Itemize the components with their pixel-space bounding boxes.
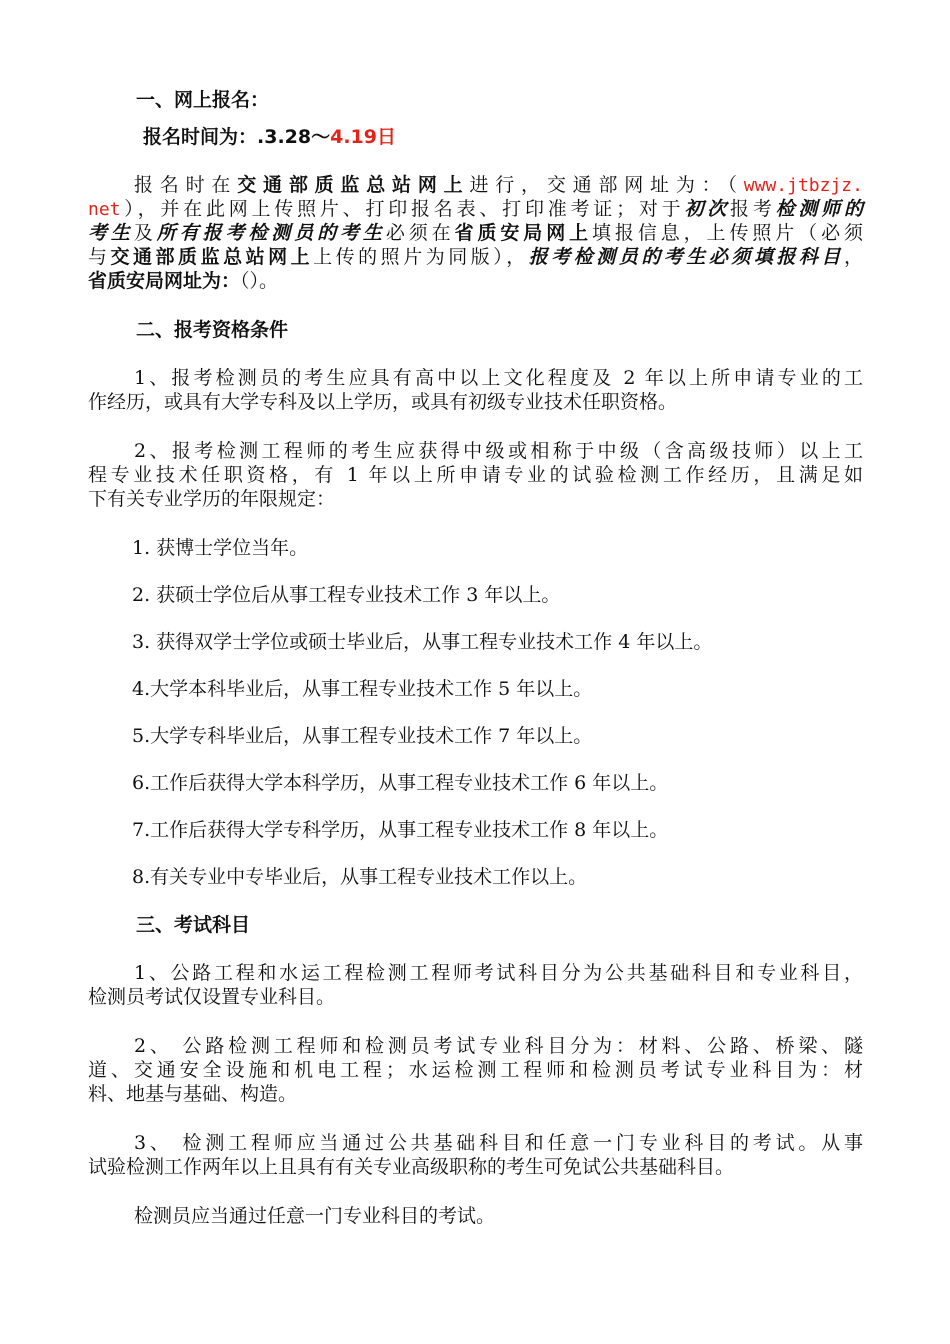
section1-para-line4 [88,245,863,269]
bold-italic-text: 初次 [684,198,731,220]
section1-para-line1 [134,173,863,198]
section3-p2-line3: 料、地基与基础、构造。 [88,1083,298,1105]
website-link-part2[interactable]: net [88,199,121,220]
list-item: 3. 获得双学士学位或硕士毕业后，从事工程专业技术工作 4 年以上。 [132,631,713,653]
section3-p2-line1: 2、 公路检测工程师和检测员考试专业科目分为：材料、公路、桥梁、隧 [134,1035,863,1057]
list-item: 7.工作后获得大学专科学历，从事工程专业技术工作 8 年以上。 [132,819,669,841]
section2-heading: 二、报考资格条件 [136,319,289,341]
text: 报考 [730,198,776,220]
bold-text: 省质安局网址为： [88,270,241,292]
section2-p2-line1: 2、报考检测工程师的考生应获得中级或相称于中级（含高级技师）以上工 [134,440,863,462]
section1-heading: 一、网上报名： [136,89,270,111]
text: 报名时在 [134,174,238,196]
registration-time [143,125,918,149]
bold-text: 交通部质监总站网上 [237,174,470,196]
section3-p3-line1: 3、 检测工程师应当通过公共基础科目和任意一门专业科目的考试。从事 [134,1132,863,1154]
section1-para-line2 [88,197,863,222]
text: 进行，交通部网址为：（ [469,174,744,196]
section3-p1-line2: 检测员考试仅设置专业科目。 [88,986,336,1008]
text: 上传的照片为同版）， [313,246,529,268]
bold-italic-text: 所有报考检测员的考生 [156,222,386,244]
text: （）。 [240,270,279,292]
section3-heading: 三、考试科目 [136,914,251,936]
list-item: 1. 获博士学位当年。 [132,537,309,559]
bold-italic-text: 报考检测员的考生必须填报科目 [528,246,844,268]
section2-p2-line2: 程专业技术任职资格，有 1 年以上所申请专业的试验检测工作经历，且满足如 [88,464,863,486]
text: 必须在 [385,222,455,244]
website-link-part1[interactable]: www.jtbzjz. [743,175,863,196]
section2-p1-line1: 1、报考检测员的考生应具有高中以上文化程度及 2 年以上所申请专业的工 [134,367,863,389]
bold-italic-text: 考生 [88,222,134,244]
bold-text: 交通部质监总站网上 [110,246,314,268]
registration-time-label: 报名时间为：.3.28～ [143,126,331,148]
list-item: 4.大学本科毕业后，从事工程专业技术工作 5 年以上。 [132,678,593,700]
text: 与 [88,246,111,268]
section2-p2-line3: 下有关专业学历的年限规定： [88,488,336,510]
section2-p1-line2: 作经历，或具有大学专科及以上学历，或具有初级专业技术任职资格。 [88,391,678,413]
list-item: 5.大学专科毕业后，从事工程专业技术工作 7 年以上。 [132,725,593,747]
text: 填报信息，上传照片（必须 [592,222,863,244]
section3-p4: 检测员应当通过任意一门专业科目的考试。 [134,1205,496,1227]
section3-p1-line1: 1、公路工程和水运工程检测工程师考试科目分为公共基础科目和专业科目， [134,962,863,984]
section3-p2-line2: 道、交通安全设施和机电工程；水运检测工程师和检测员考试专业科目为：材 [88,1059,863,1081]
text: ， [843,246,863,268]
section1-para-line5 [88,269,863,293]
section3-p3-line2: 试验检测工作两年以上且具有有关专业高级职称的考生可免试公共基础科目。 [88,1156,735,1178]
list-item: 8.有关专业中专毕业后，从事工程专业技术工作以上。 [132,866,588,888]
text: ），并在此网上传照片、打印报名表、打印准考证；对于 [120,198,685,220]
section1-para-line3 [88,221,863,245]
list-item: 2. 获硕士学位后从事工程专业技术工作 3 年以上。 [132,584,561,606]
bold-text: 省质安局网上 [454,222,593,244]
bold-italic-text: 检测师的 [775,198,863,220]
list-item: 6.工作后获得大学本科学历，从事工程专业技术工作 6 年以上。 [132,772,669,794]
registration-time-end: 4.19日 [330,126,396,148]
text: 及 [133,222,157,244]
